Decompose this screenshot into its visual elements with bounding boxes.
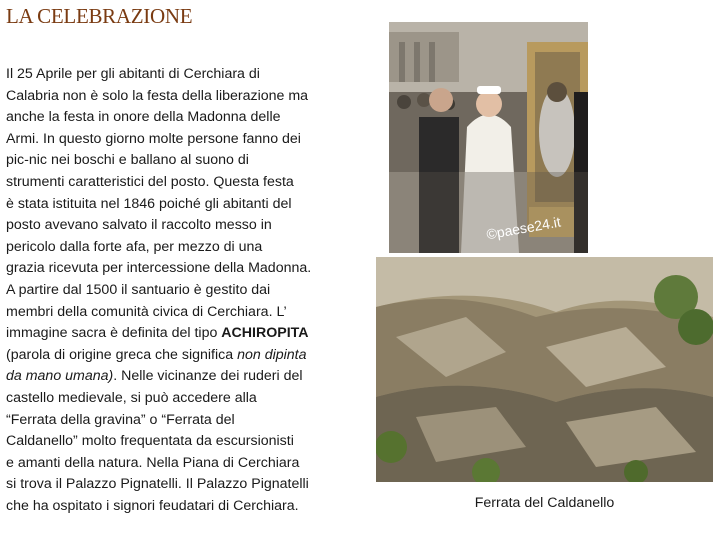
italic-phrase: da mano umana): [6, 368, 114, 385]
paragraph-line: [6, 86, 366, 108]
text-run: membri della comunità civica di Cerchiara. L’: [6, 303, 287, 320]
text-run: pericolo dalla forte afa, per mezzo di una: [6, 238, 263, 255]
paragraph-line: [6, 388, 366, 410]
paragraph-line: [6, 496, 366, 518]
text-run: (parola di origine greca che significa: [6, 346, 238, 363]
paragraph-line: [6, 215, 366, 237]
text-run: si trova il Palazzo Pignatelli. Il Palazzo Pignatelli: [6, 476, 309, 493]
text-run: castello medievale, si può accedere alla: [6, 389, 257, 406]
text-run: “Ferrata della gravina” o “Ferrata del: [6, 411, 235, 428]
photo-watermark: ©paese24.it: [485, 213, 562, 243]
paragraph-line: [6, 64, 366, 86]
paragraph-line: [6, 474, 366, 496]
paragraph-line: [6, 150, 366, 172]
paragraph-line: [6, 129, 366, 151]
text-run: pic-nic nei boschi e ballano al suono di: [6, 152, 249, 169]
paragraph-line: [6, 194, 366, 216]
text-run: e amanti della natura. Nella Piana di Cerchiara: [6, 454, 300, 471]
slide-title: LA CELEBRAZIONE: [6, 4, 193, 28]
paragraph-line: [6, 237, 366, 259]
paragraph-line: [6, 431, 366, 453]
text-run: Armi. In questo giorno molte persone fanno dei: [6, 130, 301, 147]
ferrata-caldanello-photo: [376, 257, 713, 482]
text-run: Calabria non è solo la festa della liberazione ma: [6, 87, 309, 104]
paragraph-line: [6, 302, 366, 324]
text-run: che ha ospitato i signori feudatari di Cerchiara.: [6, 497, 299, 514]
paragraph-line: [6, 172, 366, 194]
photo-caption: Ferrata del Caldanello: [474, 495, 615, 511]
text-run: posto avevano salvato il raccolto messo in: [6, 217, 272, 234]
text-run: immagine sacra è definita del tipo: [6, 325, 222, 342]
text-run: Caldanello” molto frequentata da escursionisti: [6, 433, 294, 450]
paragraph-line: [6, 345, 366, 367]
paragraph-line: [6, 258, 366, 280]
paragraph-line: [6, 323, 366, 345]
italic-phrase: non dipinta: [237, 346, 307, 363]
paragraph-line: [6, 107, 366, 129]
text-run: è stata istituita nel 1846 poiché gli abitanti del: [6, 195, 292, 212]
text-run: strumenti caratteristici del posto. Questa festa: [6, 173, 294, 190]
text-run: grazia ricevuta per intercessione della Madonna.: [6, 260, 312, 277]
bold-term: ACHIROPITA: [221, 325, 309, 342]
text-run: A partire dal 1500 il santuario è gestito dai: [6, 281, 271, 298]
body-paragraph: [6, 64, 366, 517]
text-run: . Nelle vicinanze dei ruderi del: [113, 368, 303, 385]
papal-visit-photo: [389, 22, 588, 253]
paragraph-line: [6, 280, 366, 302]
paragraph-line: [6, 453, 366, 475]
text-run: anche la festa in onore della Madonna delle: [6, 109, 281, 126]
paragraph-line: [6, 366, 366, 388]
paragraph-line: [6, 410, 366, 432]
text-run: Il 25 Aprile per gli abitanti di Cerchiara di: [6, 66, 260, 82]
